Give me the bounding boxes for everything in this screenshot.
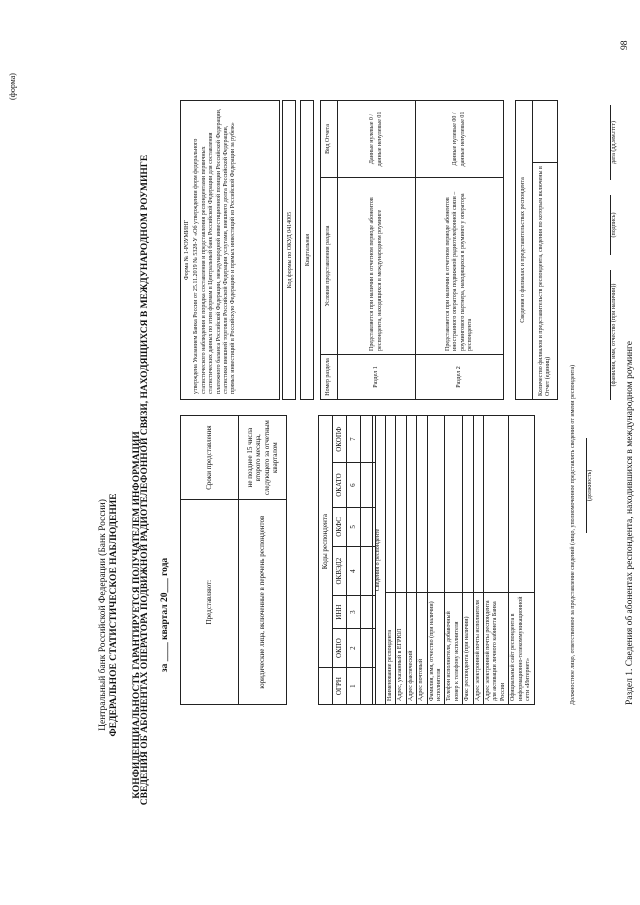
- section-number: Раздел 2: [416, 355, 504, 400]
- section-kind: Данные нулевые 00 / данные ненулевые 01: [416, 101, 504, 178]
- header-block: [98, 365, 143, 865]
- respondent-field-value: [396, 416, 406, 593]
- report-title: СВЕДЕНИЯ ОБ АБОНЕНТАХ ОПЕРАТОРА ПОДВИЖНОЙ РАДИОТЕЛЕФОННОЙ СВЯЗИ, НАХОДЯЩИХСЯ В МЕЖДУНАРОДНОМ РОУМИНГЕ: [140, 154, 150, 806]
- respondent-field-label: Адрес фактический: [406, 593, 416, 705]
- approval-box: [180, 100, 280, 400]
- code-num: 4: [347, 546, 361, 595]
- section-conditions: Представляется при наличии в отчетном периоде абонентов респондента, находящихся в международном роуминге: [338, 178, 416, 355]
- respondent-field-label: Адрес электронной почты респондента для активации личного кабинета Банка России: [484, 593, 509, 705]
- sections-col-conditions: Условия представления раздела: [321, 178, 338, 355]
- respondent-field-value: [406, 416, 416, 593]
- sections-col-kind: Вид Отчета: [321, 101, 338, 178]
- name-caption: (фамилия, имя, отчество (при наличии)): [610, 270, 618, 400]
- periodicity-box: Квартальная: [300, 100, 314, 400]
- sections-col-number: Номер раздела: [321, 355, 338, 400]
- okud-box: Код формы по ОКУД 0414005: [282, 100, 296, 400]
- submission-table: [180, 415, 287, 705]
- section-number: Раздел 1: [338, 355, 416, 400]
- branches-label: Количество филиалов и представительств респондента, сведения по которым включены в Отчет (единиц): [533, 163, 558, 400]
- respondent-field-value: [417, 416, 427, 593]
- respondent-field-value: [509, 416, 534, 593]
- submitters-cell: юридические лица, включенные в перечень респондентов: [239, 500, 287, 705]
- code-num: 5: [347, 507, 361, 546]
- respondent-header: Сведения о респонденте: [373, 416, 386, 705]
- submitters-header: Представляют:: [181, 500, 239, 705]
- code-num: 7: [347, 416, 361, 463]
- code-col-inn: ИНН: [333, 596, 347, 629]
- approval-text: утверждена Указанием Банка России от 25.11.2019 № 5328-У «Об утверждении форм федерального статистического наблюдения и порядка составления и представления респондентами первичных статистических данных по этим формам в Центральный банк Российской Федерации для составления платежного баланса Российской Федерации, международной инвестиционной позиции Российской Федерации, статистики внешней торговли Российской Федерации услугами, внешнего долга Российской Федерации, прямых инвестиций в Российскую Федерацию и прямых инвестиций из Российской Федерации за рубеж»: [193, 108, 237, 394]
- branches-value: [533, 101, 558, 163]
- code-col-ogrn: ОГРН: [333, 668, 347, 705]
- position-caption: (должность): [586, 438, 594, 533]
- form-mark: (форма): [8, 73, 17, 100]
- respondent-field-label: Факс респондента (при наличии): [463, 593, 473, 705]
- code-col-okved2: ОКВЭД2: [333, 546, 347, 595]
- code-col-okato: ОКАТО: [333, 463, 347, 508]
- respondent-field-value: [484, 416, 509, 593]
- respondent-field-label: Адрес, указанный в ЕГРЮЛ: [396, 593, 406, 705]
- branches-title: Сведения о филиалах и представительствах респондента: [516, 101, 533, 400]
- section-conditions: Представляется при наличии в отчетном периоде абонентов иностранного оператора подвижной радиотелефонной связи – роумингового партнера, находящихся в роуминге у оператора респондента: [416, 178, 504, 355]
- date-caption: дата (дд.мм.гггг): [610, 105, 618, 180]
- observation-title: ФЕДЕРАЛЬНОЕ СТАТИСТИЧЕСКОЕ НАБЛЮДЕНИЕ: [109, 493, 119, 737]
- page-number: 98: [620, 40, 630, 50]
- respondent-field-value: [427, 416, 445, 593]
- deadline-cell: не позднее 15 числа второго месяца, следующего за отчетным кварталом: [239, 416, 287, 500]
- respondent-field-value: [386, 416, 396, 593]
- period-line: за ____ квартал 20___ года: [160, 557, 170, 673]
- code-num: 1: [347, 668, 361, 705]
- confidentiality-line: КОНФИДЕНЦИАЛЬНОСТЬ ГАРАНТИРУЕТСЯ ПОЛУЧАТЕЛЕМ ИНФОРМАЦИИ: [132, 431, 142, 799]
- bank-name: Центральный банк Российской Федерации (Банк России): [98, 499, 108, 731]
- respondent-field-label: Наименование респондента: [386, 593, 396, 705]
- respondent-field-label: Адрес почтовый: [417, 593, 427, 705]
- code-col-okfs: ОКФС: [333, 507, 347, 546]
- code-num: 6: [347, 463, 361, 508]
- respondent-field-value: [473, 416, 483, 593]
- respondent-codes-table: [318, 415, 376, 705]
- respondent-field-label: Адрес электронной почты исполнителя: [473, 593, 483, 705]
- form-code-line: Форма № 1-РОУМИНГ: [184, 220, 190, 280]
- section-kind: Данные нулевые 0 / данные ненулевые 01: [338, 101, 416, 178]
- branches-table: [515, 100, 558, 400]
- respondent-field-value: [445, 416, 463, 593]
- code-col-okopf: ОКОПФ: [333, 416, 347, 463]
- respondent-field-label: Телефон исполнителя, добавочный номер к телефону исполнителя: [445, 593, 463, 705]
- code-col-okpo: ОКПО: [333, 628, 347, 667]
- sections-table: [320, 100, 504, 400]
- respondent-field-label: Фамилия, имя, отчество (при наличии) исполнителя: [427, 593, 445, 705]
- official-text: Должностное лицо, ответственное за представление сведений (лицо, уполномоченное представлять сведения от имени респондента): [570, 364, 576, 705]
- respondent-info-table: [372, 415, 535, 705]
- signature-caption: (подпись): [610, 195, 618, 255]
- deadline-header: Сроки представления: [181, 416, 239, 500]
- codes-header: Коды респондента: [319, 416, 333, 668]
- respondent-field-label: Официальный сайт респондента в информационно-телекоммуникационной сети «Интернет»: [509, 593, 534, 705]
- section1-title: Раздел 1. Сведения об абонентах респондента, находившихся в международном роуминге: [625, 341, 635, 705]
- respondent-field-value: [463, 416, 473, 593]
- code-num: 2: [347, 628, 361, 667]
- code-num: 3: [347, 596, 361, 629]
